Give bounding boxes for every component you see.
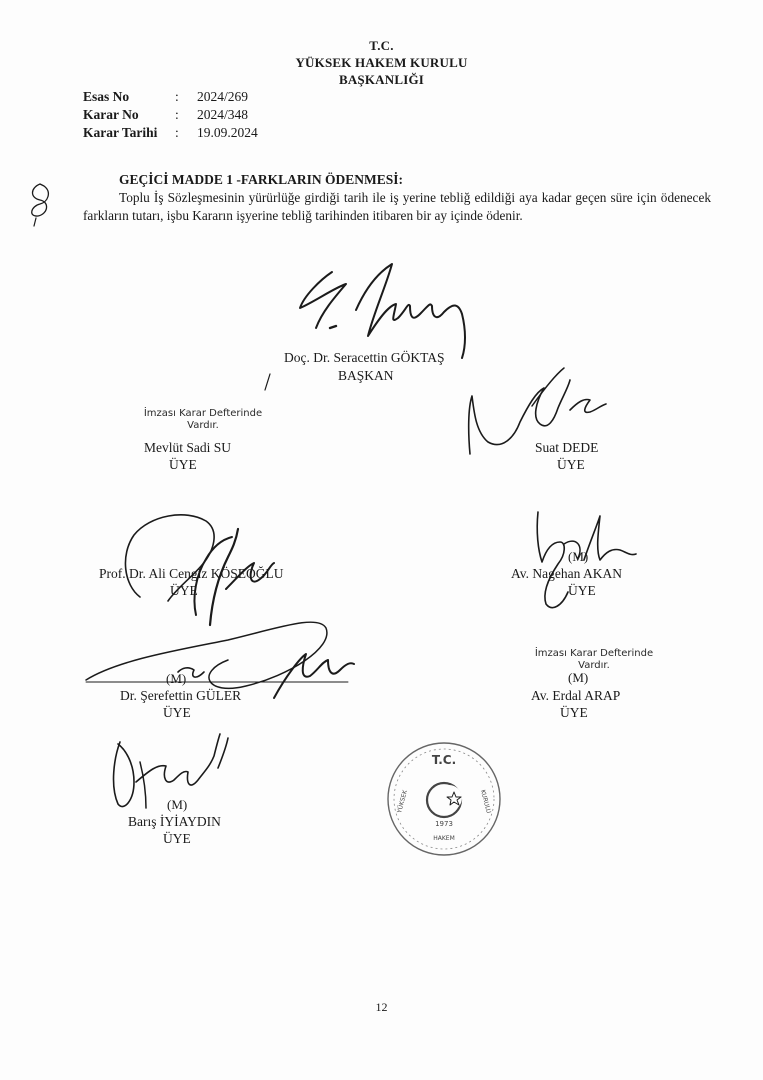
member7-name: Barış İYİAYDIN (128, 814, 221, 829)
article-paragraph: Toplu İş Sözleşmesinin yürürlüğe girdiği tarih ile iş yerine tebliğ edildiği aya kadar geçen süre için ödenecek farkların tutarı, işbu Kararın işyerine tebliğ tarihinden itibaren bir ay içinde ödenir. (83, 190, 711, 223)
meta-sep: : (175, 107, 179, 122)
ledger-note-line: İmzası Karar Defterinde (534, 648, 654, 659)
member6-role: ÜYE (560, 705, 588, 720)
president-name: Doç. Dr. Seracettin GÖKTAŞ (284, 350, 445, 365)
seal-right-text: KURULU (478, 789, 492, 815)
case-metadata (83, 88, 258, 142)
member3-name: Prof. Dr. Ali Cengiz KÖSEOĞLU (99, 566, 284, 581)
member5-role: ÜYE (163, 705, 191, 720)
meta-row-karar (83, 106, 258, 124)
article-body (83, 189, 711, 225)
member2-role: ÜYE (557, 457, 585, 472)
president-role: BAŞKAN (338, 368, 394, 383)
official-seal (384, 740, 504, 858)
member4-role: ÜYE (568, 583, 596, 598)
header-country: T.C. (369, 38, 394, 53)
ledger-note-line: İmzası Karar Defterinde (143, 408, 263, 419)
meta-row-esas (83, 88, 258, 106)
meta-value: 2024/348 (197, 107, 249, 122)
member1-name: Mevlüt Sadi SU (144, 440, 232, 455)
ledger-signature-note (128, 408, 278, 432)
ledger-signature-note (516, 648, 672, 672)
page-number: 12 (375, 1000, 388, 1014)
member1-role: ÜYE (169, 457, 197, 472)
member5-mark: (M) (166, 671, 187, 686)
meta-value: 2024/269 (197, 89, 249, 104)
member5-name: Dr. Şerefettin GÜLER (120, 688, 242, 703)
member7-role: ÜYE (163, 831, 191, 846)
member6-name: Av. Erdal ARAP (531, 688, 621, 703)
seal-year-text: 1973 (435, 820, 453, 828)
meta-row-date (83, 124, 258, 142)
member2-name: Suat DEDE (535, 440, 599, 455)
president-signature (290, 258, 490, 358)
meta-value: 19.09.2024 (197, 125, 258, 140)
meta-label: Karar No (83, 107, 139, 122)
margin-initial-signature (26, 180, 56, 228)
seal-top-text: T.C. (431, 753, 457, 767)
meta-label: Esas No (83, 89, 130, 104)
member3-role: ÜYE (170, 583, 198, 598)
article-title: GEÇİCİ MADDE 1 -FARKLARIN ÖDENMESİ: (119, 172, 404, 187)
ledger-note-line: Vardır. (187, 420, 219, 431)
member6-mark: (M) (568, 670, 589, 685)
member7-mark: (M) (167, 797, 188, 812)
seal-left-text: YÜKSEK (396, 789, 409, 814)
stray-pen-mark (262, 372, 274, 392)
header-institution: YÜKSEK HAKEM KURULU (295, 55, 468, 70)
seal-bottom-text: HAKEM (433, 835, 455, 842)
header-office: BAŞKANLIĞI (338, 72, 425, 87)
member4-mark: (M) (568, 549, 589, 564)
meta-label: Karar Tarihi (83, 125, 158, 140)
meta-sep: : (175, 89, 179, 104)
meta-sep: : (175, 125, 179, 140)
member4-name: Av. Nagehan AKAN (511, 566, 622, 581)
ledger-note-line: Vardır. (578, 660, 610, 671)
